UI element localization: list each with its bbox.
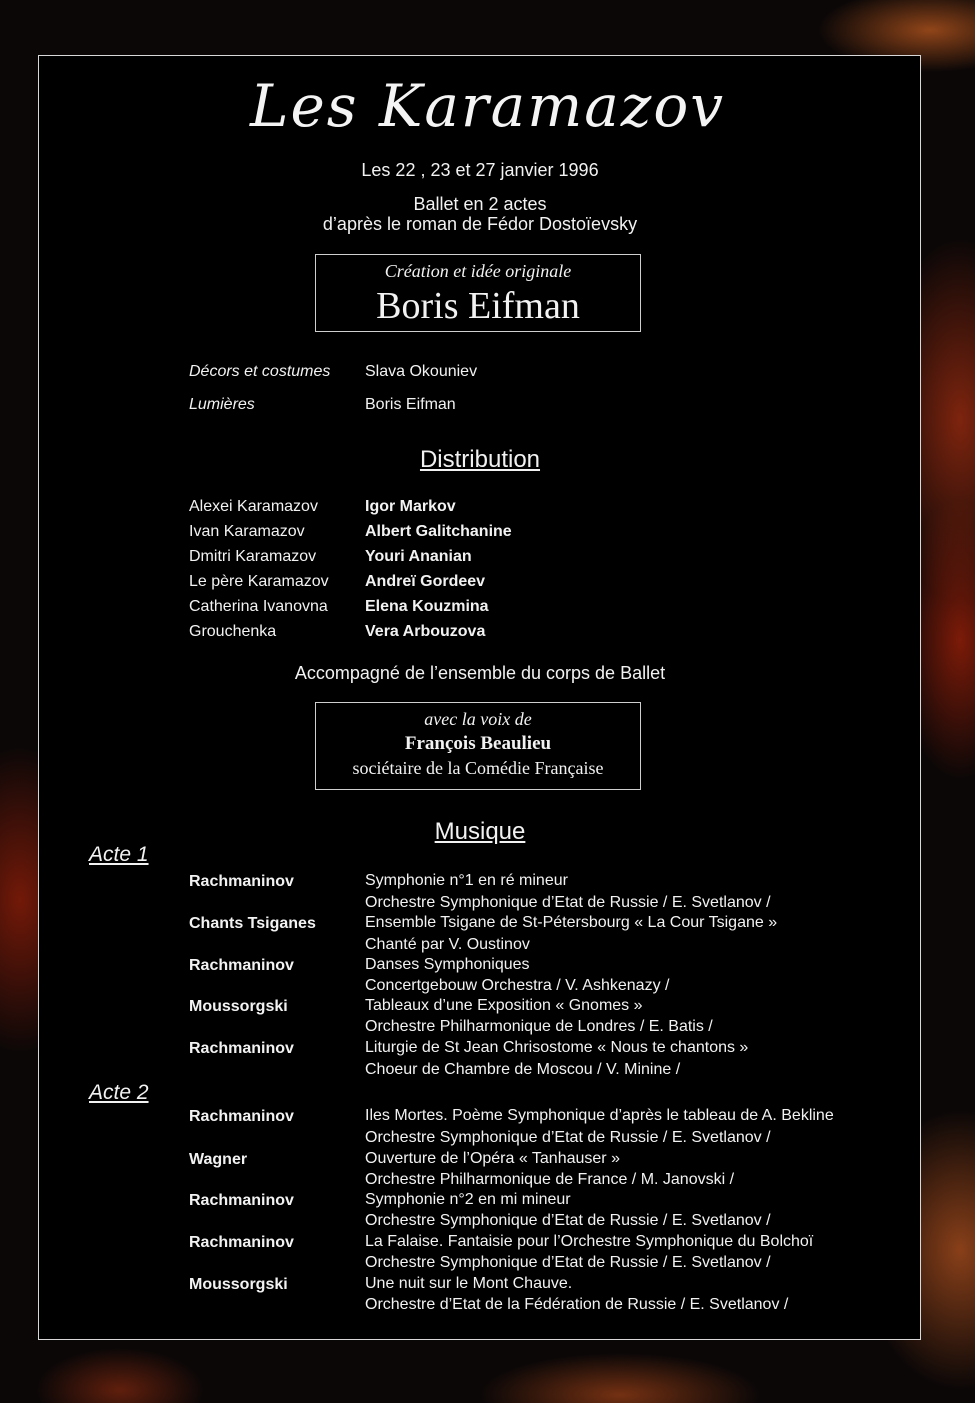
music-work: Ouverture de l’Opéra « Tanhauser » xyxy=(365,1150,620,1167)
music-work: Une nuit sur le Mont Chauve. xyxy=(365,1275,573,1292)
voice-label: avec la voix de xyxy=(424,709,532,729)
subtitle-line-2: d’après le roman de Fédor Dostoïevsky xyxy=(322,214,638,234)
credit-name: Slava Okouniev xyxy=(365,363,478,380)
music-composer: Rachmaninov xyxy=(189,1234,294,1251)
music-composer: Rachmaninov xyxy=(189,1192,294,1209)
page-title: Les Karamazov xyxy=(249,72,726,140)
music-performer: Orchestre Symphonique d’Etat de Russie / E. Svetlanov / xyxy=(365,1254,771,1271)
cast-dancer: Vera Arbouzova xyxy=(365,623,486,640)
music-performer: Chanté par V. Oustinov xyxy=(365,936,530,953)
music-performer: Orchestre Symphonique d’Etat de Russie / E. Svetlanov / xyxy=(365,1129,771,1146)
cast-role: Ivan Karamazov xyxy=(189,523,305,540)
cast-dancer: Elena Kouzmina xyxy=(365,598,489,615)
music-work: Danses Symphoniques xyxy=(365,956,530,973)
music-composer: Wagner xyxy=(189,1151,248,1168)
performance-dates: Les 22 , 23 et 27 janvier 1996 xyxy=(361,160,599,180)
subtitle-line-1: Ballet en 2 actes xyxy=(413,194,547,214)
cast-dancer: Albert Galitchanine xyxy=(365,523,512,540)
cast-dancer: Andreï Gordeev xyxy=(365,573,486,590)
music-composer: Rachmaninov xyxy=(189,1040,294,1057)
music-performer: Orchestre Philharmonique de France / M. Janovski / xyxy=(365,1171,735,1188)
music-performer: Orchestre d’Etat de la Fédération de Russie / E. Svetlanov / xyxy=(365,1296,789,1313)
credit-name: Boris Eifman xyxy=(365,396,456,413)
music-heading: Musique xyxy=(434,818,526,845)
music-work: Symphonie n°1 en ré mineur xyxy=(365,872,568,889)
credit-role: Décors et costumes xyxy=(189,363,331,380)
music-work: Symphonie n°2 en mi mineur xyxy=(365,1191,571,1208)
cast-role: Dmitri Karamazov xyxy=(189,548,317,565)
music-performer: Concertgebouw Orchestra / V. Ashkenazy / xyxy=(365,977,670,994)
cast-role: Alexei Karamazov xyxy=(189,498,318,515)
music-composer: Moussorgski xyxy=(189,998,288,1015)
music-composer: Rachmaninov xyxy=(189,1108,294,1125)
program-panel xyxy=(38,55,921,1340)
cast-dancer: Youri Ananian xyxy=(365,548,472,565)
creation-label: Création et idée originale xyxy=(384,261,572,281)
ensemble-note: Accompagné de l’ensemble du corps de Ballet xyxy=(294,663,666,683)
music-composer: Moussorgski xyxy=(189,1276,288,1293)
music-composer: Rachmaninov xyxy=(189,873,294,890)
voice-box xyxy=(315,702,641,790)
music-work: Liturgie de St Jean Chrisostome « Nous te chantons » xyxy=(365,1039,749,1056)
distribution-heading: Distribution xyxy=(419,446,541,473)
acte-1-label: Acte 1 xyxy=(89,843,149,866)
cast-role: Grouchenka xyxy=(189,623,277,640)
creation-box xyxy=(315,254,641,332)
cast-role: Le père Karamazov xyxy=(189,573,329,590)
voice-role: sociétaire de la Comédie Française xyxy=(352,758,604,778)
music-composer: Chants Tsiganes xyxy=(189,915,316,932)
creation-name: Boris Eifman xyxy=(376,285,580,327)
cast-role: Catherina Ivanovna xyxy=(189,598,328,615)
music-work: Tableaux d’une Exposition « Gnomes » xyxy=(365,997,643,1014)
music-work: Iles Mortes. Poème Symphonique d’après le tableau de A. Bekline xyxy=(365,1107,834,1124)
music-performer: Orchestre Philharmonique de Londres / E. Batis / xyxy=(365,1018,713,1035)
voice-name: François Beaulieu xyxy=(404,733,552,754)
music-work: Ensemble Tsigane de St-Pétersbourg « La Cour Tsigane » xyxy=(365,914,778,931)
music-performer: Orchestre Symphonique d’Etat de Russie / E. Svetlanov / xyxy=(365,1212,771,1229)
cast-dancer: Igor Markov xyxy=(365,498,456,515)
music-work: La Falaise. Fantaisie pour l’Orchestre Symphonique du Bolchoï xyxy=(365,1233,814,1250)
acte-2-label: Acte 2 xyxy=(89,1081,149,1104)
music-performer: Orchestre Symphonique d’Etat de Russie / E. Svetlanov / xyxy=(365,894,771,911)
music-performer: Choeur de Chambre de Moscou / V. Minine / xyxy=(365,1061,681,1078)
music-composer: Rachmaninov xyxy=(189,957,294,974)
credit-role: Lumières xyxy=(189,396,255,413)
